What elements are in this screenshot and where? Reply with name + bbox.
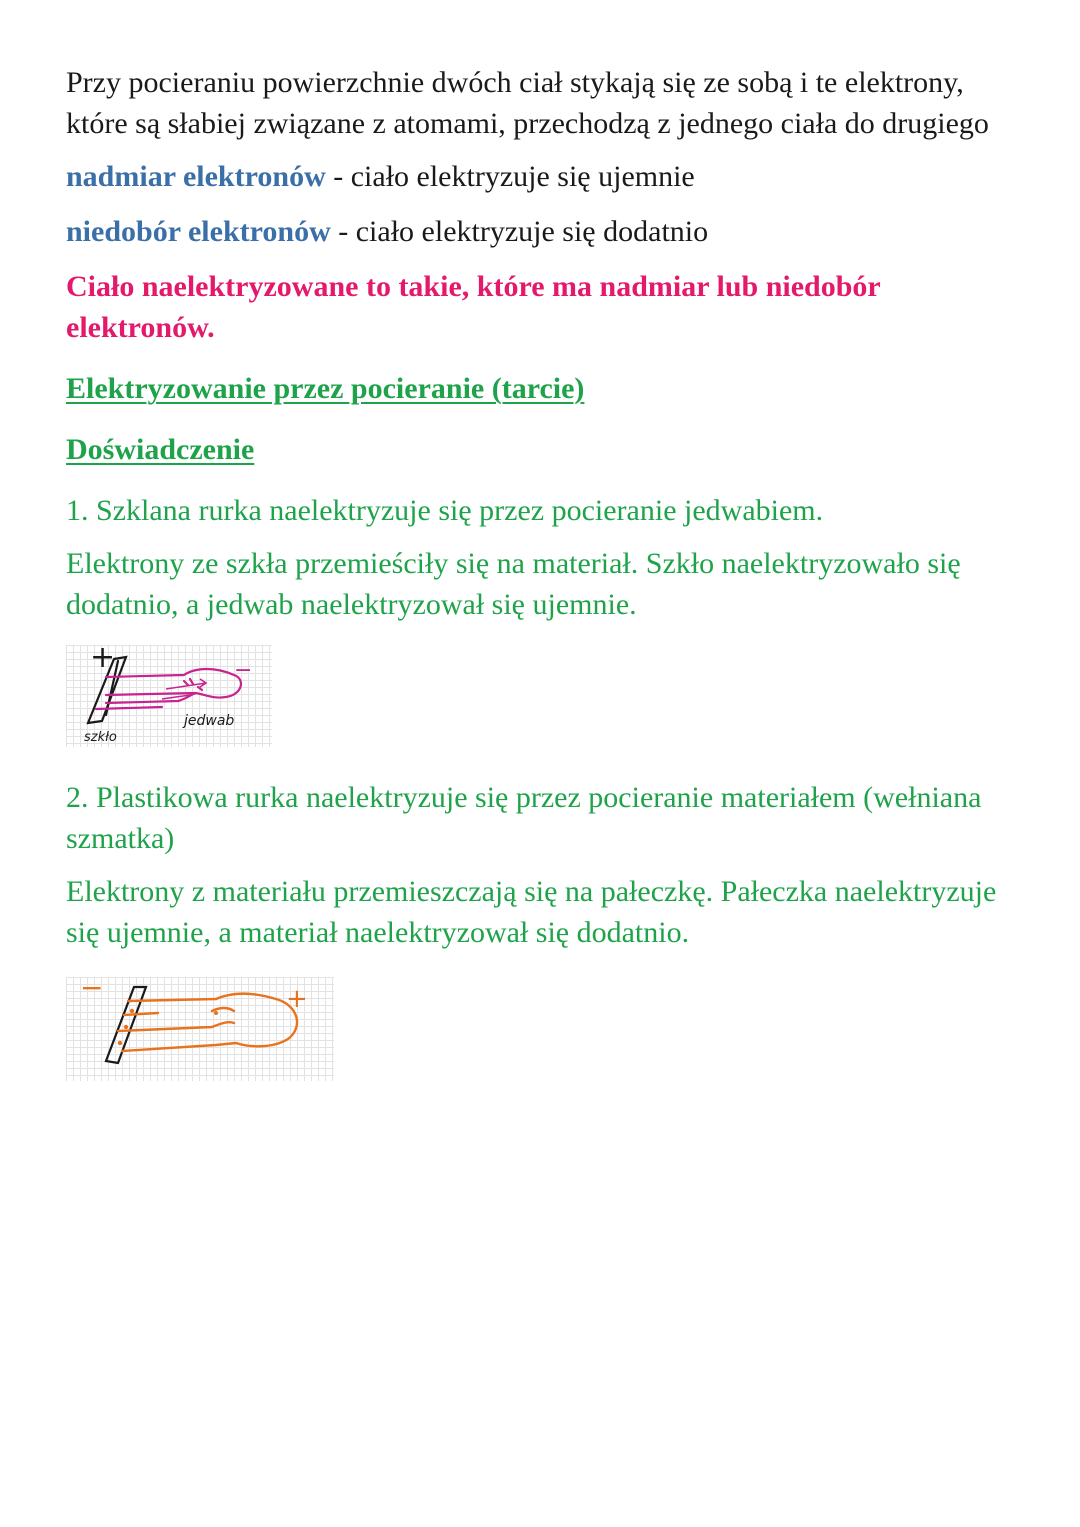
- experiment-2-explanation: Elektrony z materiału przemieszczają się na pałeczkę. Pałeczka naelektryzuje się ujemnie, a materiał naelektryzował się dodatnio.: [66, 875, 997, 949]
- excess-description: - ciało elektryzuje się ujemnie: [325, 160, 695, 193]
- section-heading: Elektryzowanie przez pocieranie (tarcie): [66, 372, 585, 405]
- experiment-heading: Doświadczenie: [66, 433, 255, 466]
- experiment-1-explanation: Elektrony ze szkła przemieściły się na materiał. Szkło naelektryzowało się dodatnio, a jedwab naelektryzował się ujemnie.: [66, 547, 961, 621]
- deficit-term: niedobór elektronów: [66, 215, 331, 248]
- deficit-definition: [66, 211, 1026, 252]
- excess-term: nadmiar elektronów: [66, 160, 326, 193]
- experiment-1-step: 1. Szklana rurka naelektryzuje się przez pocieranie jedwabiem.: [66, 494, 824, 527]
- plus-sign: +: [286, 984, 308, 1014]
- plastic-wool-sketch: [66, 977, 334, 1081]
- plus-sign: +: [90, 645, 116, 675]
- glass-label: szkło: [84, 730, 117, 745]
- minus-sign: −: [234, 658, 253, 683]
- note-page: [66, 62, 1026, 1081]
- minus-sign: −: [80, 977, 104, 1004]
- intro-paragraph: Przy pocieraniu powierzchnie dwóch ciał stykają się ze sobą i te elektrony, które są słabiej związane z atomami, przechodzą z jednego ciała do drugiego: [66, 66, 989, 140]
- silk-label: jedwab: [184, 713, 235, 729]
- wool-cloth: [118, 994, 297, 1051]
- experiment-2-step: 2. Plastikowa rurka naelektryzuje się przez pocieranie materiałem (wełniana szmatka): [66, 781, 982, 855]
- glass-silk-sketch: [66, 645, 272, 747]
- excess-definition: [66, 156, 1026, 197]
- charged-body-definition: Ciało naelektryzowane to takie, które ma nadmiar lub niedobór elektronów.: [66, 270, 881, 344]
- deficit-description: - ciało elektryzuje się dodatnio: [330, 215, 709, 248]
